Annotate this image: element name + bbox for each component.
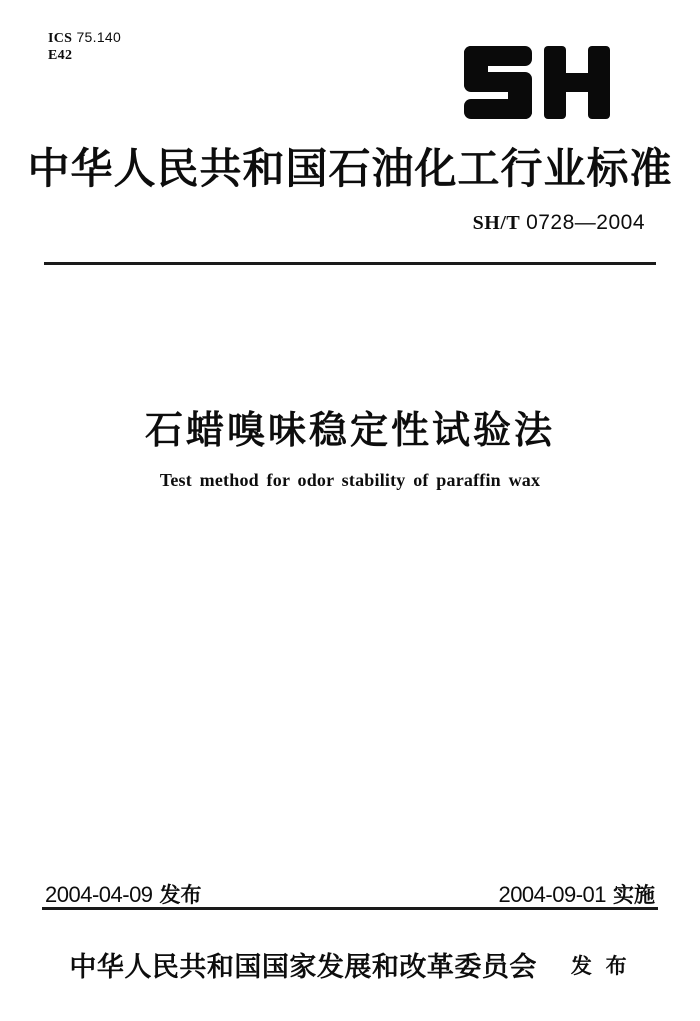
sh-logo-text xyxy=(464,120,465,121)
sh-logo-graphic xyxy=(464,45,610,120)
ics-number: 75.140 xyxy=(76,29,122,45)
dates-row xyxy=(45,879,655,909)
publish-label: 发 布 xyxy=(570,954,631,978)
implementation-label: 实施 xyxy=(613,884,655,907)
standard-number-value: 0728—2004 xyxy=(526,211,645,234)
standard-number xyxy=(473,211,645,235)
implementation-date: 2004-09-01 xyxy=(498,882,606,907)
document-title-zh: 石蜡嗅味稳定性试验法 xyxy=(144,410,555,452)
divider-bottom xyxy=(42,907,658,910)
standard-title: 中华人民共和国石油化工行业标准 xyxy=(27,145,673,192)
publisher-line xyxy=(0,945,700,984)
document-title-en: Test method for odor stability of paraffin wax xyxy=(159,470,541,490)
implementation-date-line xyxy=(498,879,655,909)
divider-top xyxy=(44,262,656,265)
ics-block xyxy=(48,29,121,64)
issue-label: 发布 xyxy=(159,884,202,907)
issue-date-line xyxy=(45,879,202,909)
publisher-name: 中华人民共和国国家发展和改革委员会 xyxy=(69,952,537,982)
ics-label: ICS xyxy=(48,31,73,46)
sh-logo xyxy=(464,45,610,120)
issue-date: 2004-04-09 xyxy=(45,882,153,907)
ics-code xyxy=(48,29,121,47)
standard-number-prefix: SH/T xyxy=(472,212,521,234)
classification-code: E42 xyxy=(48,48,73,63)
